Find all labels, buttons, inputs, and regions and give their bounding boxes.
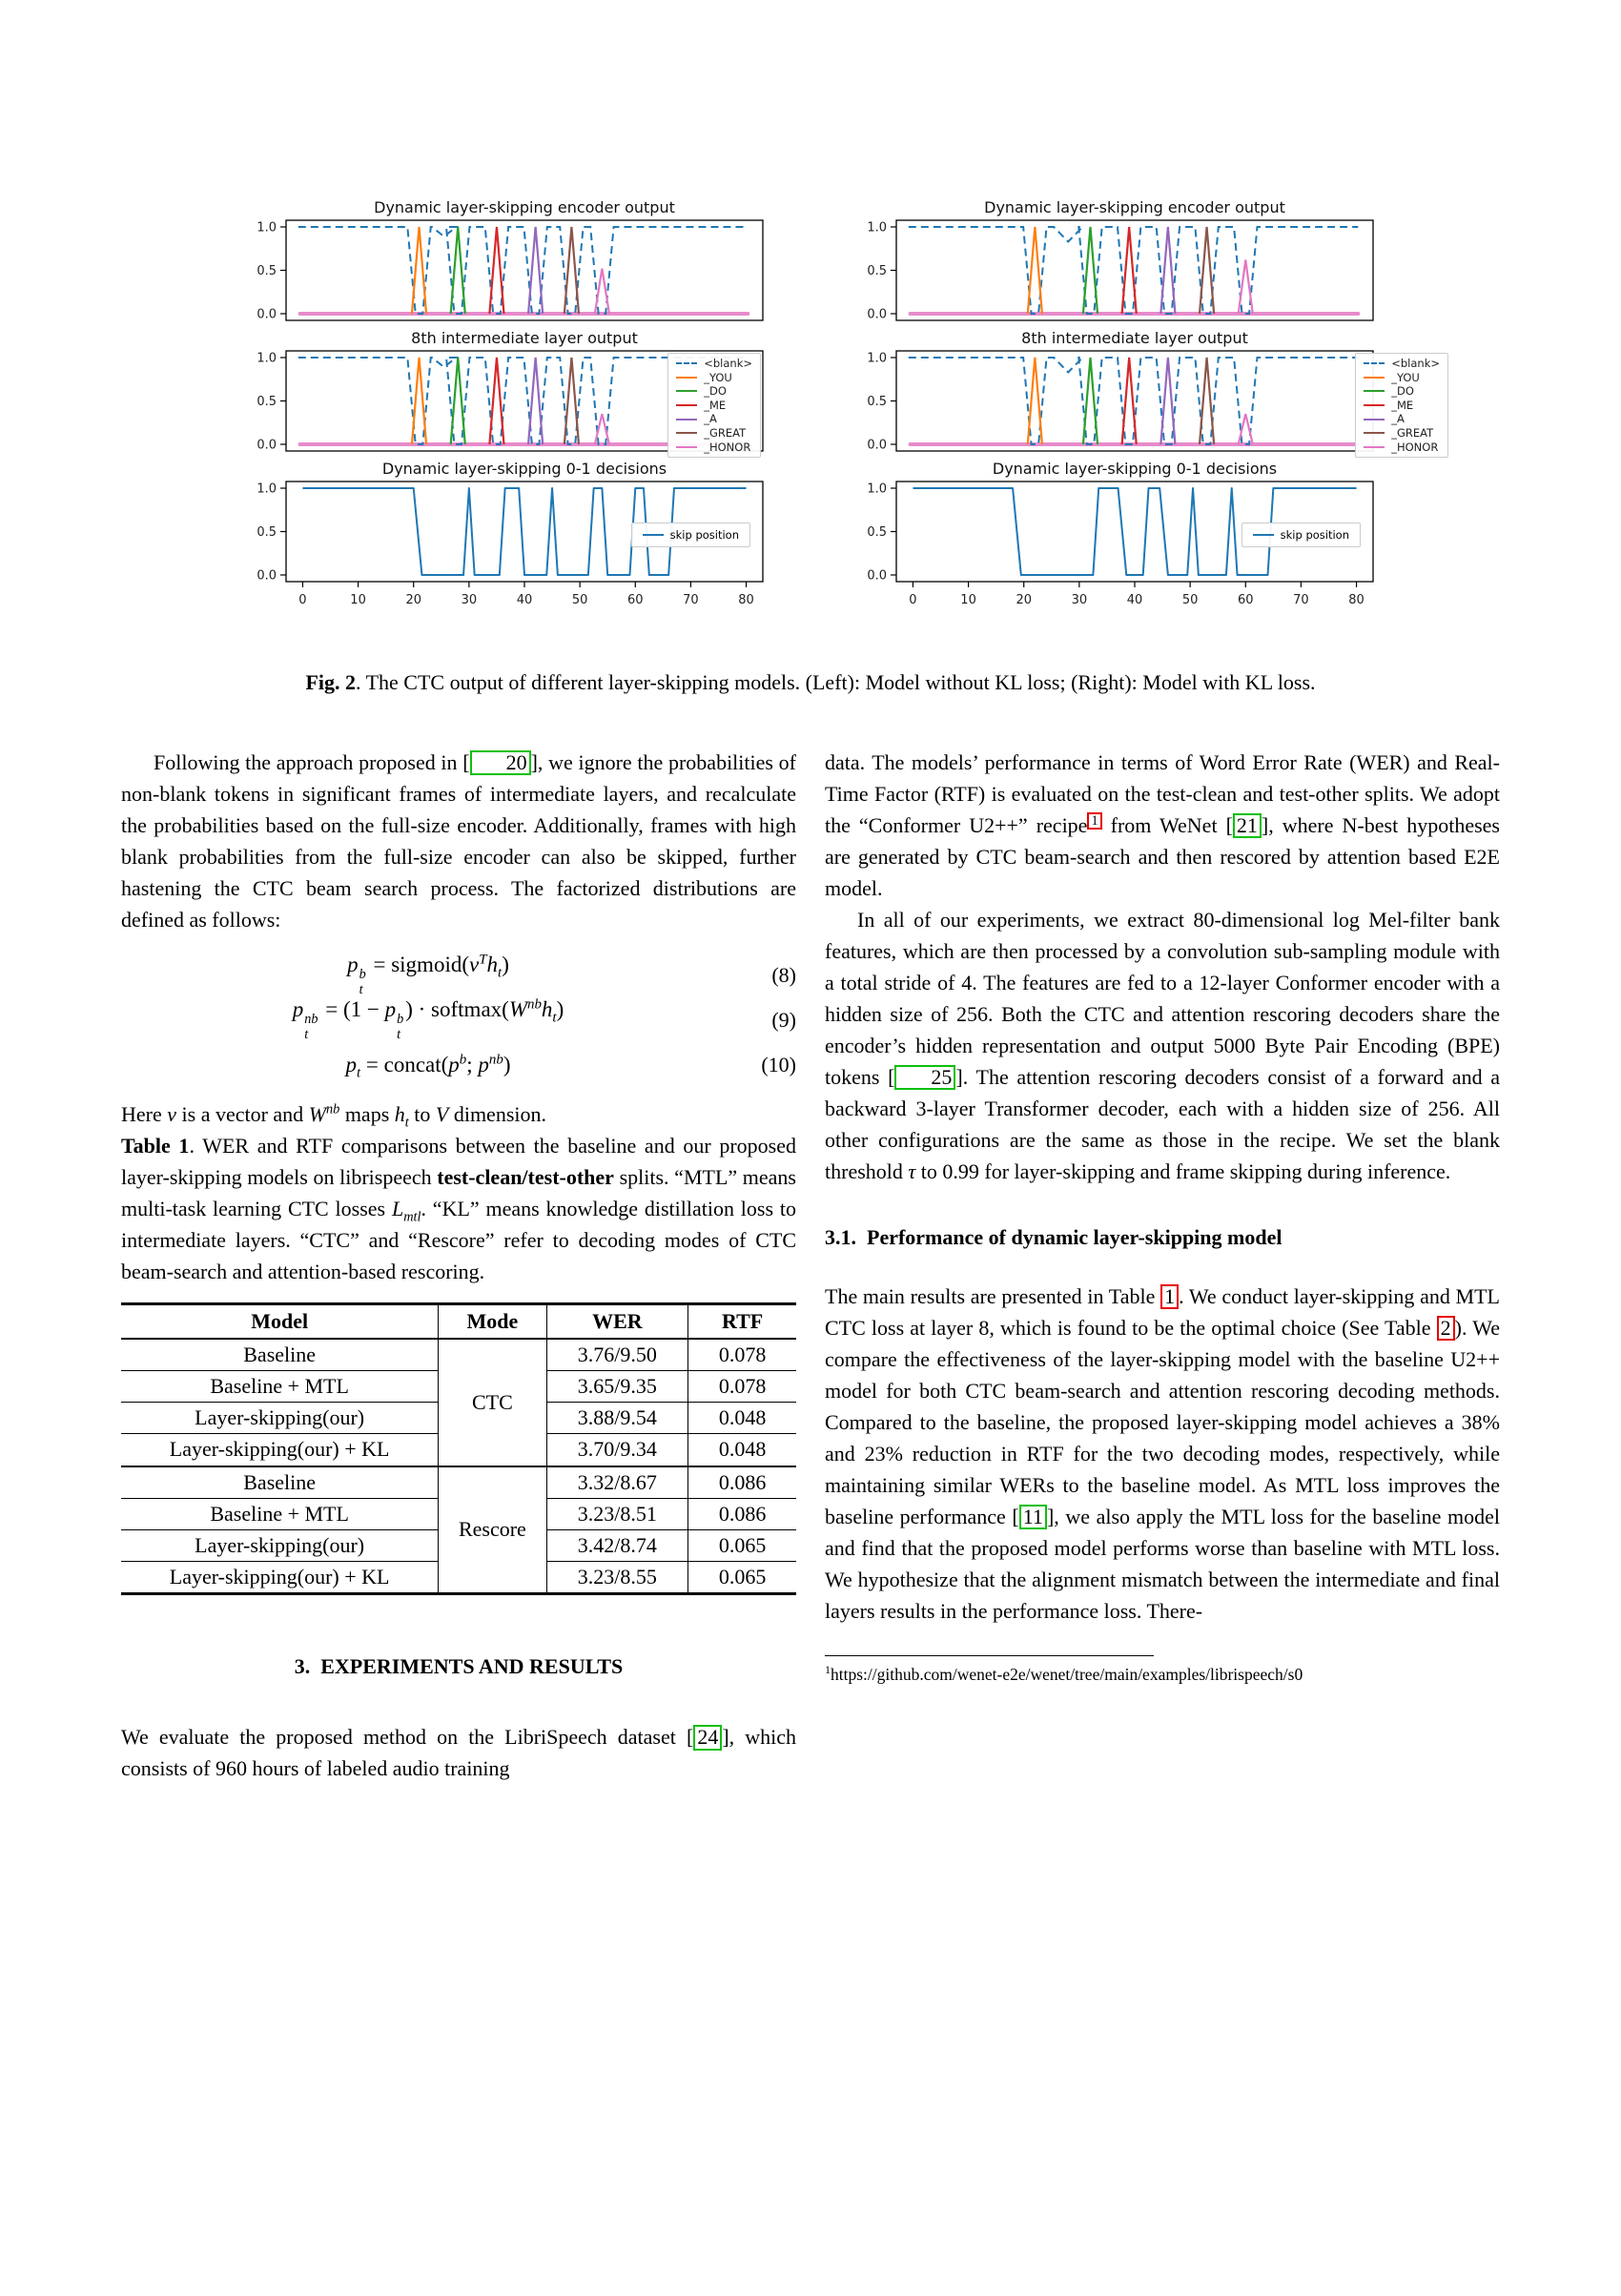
text-run: Here bbox=[121, 1102, 168, 1126]
subplot-title: Dynamic layer-skipping encoder output bbox=[984, 198, 1285, 216]
ref-wrap bbox=[1087, 813, 1101, 829]
legend-line-swatch bbox=[1364, 419, 1385, 420]
figure-2 bbox=[0, 198, 1621, 617]
wer-cell: 3.76/9.50 bbox=[546, 1339, 688, 1371]
legend-entry bbox=[676, 441, 752, 455]
text-run: maps bbox=[339, 1102, 395, 1126]
wer-cell: 3.88/9.54 bbox=[546, 1403, 688, 1434]
legend-label: _HONOR bbox=[1391, 440, 1439, 454]
x-tick-label: 0 bbox=[298, 593, 307, 607]
text-run: ). We compare the effectiveness of the layer-skipping model with the baseline U2++ model for both CTC beam-search and attention rescoring decoding methods. Compared to the baseline, the proposed layer-skipping model achieves a 38% and 23% reduction in RTF for the two decoding modes, respectively, while maintaining similar WERs to the baseline model. As MTL loss improves the baseline performance [ bbox=[825, 1316, 1500, 1528]
text-run: p bbox=[478, 1052, 489, 1076]
text-run: nb bbox=[488, 1051, 503, 1067]
x-tick-label: 40 bbox=[516, 593, 533, 607]
left-column bbox=[121, 747, 796, 1784]
subplot-encoder-output bbox=[844, 198, 1387, 329]
text-run: p bbox=[292, 997, 304, 1022]
legend-line-swatch bbox=[676, 404, 697, 406]
text-run: ], we also apply the MTL loss for the baseline model and find that the proposed model performs worse than baseline with MTL loss. We hypothesize that the alignment mismatch between the intermediate and final layers results in the performance loss. There- bbox=[825, 1505, 1500, 1623]
ref-wrap bbox=[894, 1065, 955, 1089]
right-column bbox=[825, 747, 1500, 1784]
citation-link[interactable]: 20 bbox=[470, 750, 531, 775]
legend-entry bbox=[1364, 441, 1440, 455]
column-header: Mode bbox=[439, 1304, 546, 1340]
text-run: to bbox=[408, 1102, 436, 1126]
rtf-cell: 0.078 bbox=[688, 1339, 796, 1371]
paragraph bbox=[825, 747, 1500, 904]
equation-body bbox=[121, 953, 735, 997]
citation-link[interactable]: 21 bbox=[1233, 813, 1262, 838]
y-tick-label: 1.0 bbox=[867, 220, 887, 236]
model-cell: Layer-skipping(our) bbox=[121, 1403, 439, 1434]
legend-line-swatch bbox=[1364, 390, 1385, 392]
wer-cell: 3.23/8.55 bbox=[546, 1562, 688, 1594]
rtf-cell: 0.065 bbox=[688, 1562, 796, 1594]
y-tick-label: 0.0 bbox=[867, 307, 887, 322]
legend-line-swatch bbox=[676, 362, 697, 364]
rtf-cell: 0.086 bbox=[688, 1498, 796, 1529]
text-run: b bbox=[459, 1051, 467, 1067]
citation-link[interactable]: 24 bbox=[693, 1725, 722, 1750]
citation-link[interactable]: 11 bbox=[1019, 1505, 1047, 1529]
text-run: τ bbox=[908, 1159, 916, 1183]
legend-label: _HONOR bbox=[704, 440, 751, 454]
legend-entry bbox=[1364, 384, 1440, 399]
y-tick-label: 1.0 bbox=[256, 220, 277, 236]
wer-cell: 3.23/8.51 bbox=[546, 1498, 688, 1529]
legend-entry bbox=[1364, 371, 1440, 385]
x-tick-label: 20 bbox=[1016, 593, 1032, 607]
text-run: h bbox=[394, 1102, 405, 1126]
column-header: Model bbox=[121, 1304, 439, 1340]
text-run: V bbox=[435, 1102, 449, 1126]
subplot-encoder-output bbox=[234, 198, 777, 329]
subplot-title: 8th intermediate layer output bbox=[1021, 329, 1248, 347]
legend-entry bbox=[1364, 357, 1440, 371]
token-legend bbox=[667, 353, 761, 458]
intermediate-layer-chart bbox=[844, 348, 1387, 455]
table-1-caption bbox=[121, 1130, 796, 1287]
rtf-cell: 0.048 bbox=[688, 1403, 796, 1434]
subplot-title: Dynamic layer-skipping 0-1 decisions bbox=[992, 460, 1278, 478]
token-legend bbox=[1355, 353, 1448, 458]
text-run: v bbox=[469, 953, 480, 977]
y-tick-label: 0.0 bbox=[256, 568, 277, 584]
encoder-output-chart bbox=[844, 217, 1387, 324]
equation bbox=[121, 953, 796, 997]
x-tick-label: 60 bbox=[1238, 593, 1254, 607]
text-run: ], we ignore the probabilities of non-blank tokens in significant frames of intermediate layers, and recalculate the probabilities based on the full-size encoder. Additionally, frames with high blank probabilities from the full-size encoder can also be skipped, further hastening the CTC beam search process. The factorized distributions are defined as follows: bbox=[121, 750, 796, 932]
model-cell: Layer-skipping(our) + KL bbox=[169, 1565, 390, 1589]
two-column-body bbox=[121, 747, 1500, 1784]
y-tick-label: 0.5 bbox=[256, 525, 277, 540]
equation-block bbox=[121, 953, 796, 1087]
legend-entry bbox=[1364, 426, 1440, 441]
legend-label: _YOU bbox=[1391, 370, 1420, 384]
paragraph bbox=[121, 1098, 796, 1130]
text-run: test-clean/test-other bbox=[437, 1165, 614, 1189]
rtf-cell: 0.078 bbox=[688, 1371, 796, 1403]
text-run: h bbox=[486, 953, 499, 977]
text-run: p bbox=[384, 997, 397, 1022]
text-run: ) bbox=[503, 1052, 511, 1076]
footnote-rule bbox=[825, 1655, 1154, 1656]
text-run: is a vector and bbox=[176, 1102, 309, 1126]
x-tick-label: 50 bbox=[571, 593, 588, 607]
text-run: ) bbox=[502, 953, 509, 977]
y-tick-label: 0.5 bbox=[867, 525, 887, 540]
legend-line-swatch bbox=[1364, 446, 1385, 448]
text-run: data. The models’ performance in terms of Word Error Rate (WER) and Real-Time Factor (RTF) is evaluated on the test-clean and test-other splits. We adopt the “Conformer U2++” recipe bbox=[825, 750, 1500, 837]
legend-entry bbox=[1364, 399, 1440, 413]
text-run: t bbox=[552, 1010, 557, 1026]
legend-line-swatch bbox=[676, 446, 697, 448]
x-tick-label: 10 bbox=[350, 593, 366, 607]
text-run: = concat( bbox=[360, 1052, 449, 1076]
model-cell: Layer-skipping(our) bbox=[121, 1529, 439, 1561]
text-run: Following the approach proposed in [ bbox=[154, 750, 470, 774]
subplot-skip-decisions bbox=[844, 460, 1387, 617]
encoder-output-chart bbox=[234, 217, 777, 324]
legend-label: _A bbox=[1391, 412, 1405, 426]
legend-line-swatch bbox=[1364, 404, 1385, 406]
figure-panel-right bbox=[844, 198, 1440, 617]
x-tick-label: 60 bbox=[627, 593, 644, 607]
footnote-url[interactable]: https://github.com/wenet-e2e/wenet/tree/main/examples/librispeech/s0 bbox=[831, 1664, 1303, 1684]
x-tick-label: 70 bbox=[1293, 593, 1309, 607]
legend-line-swatch bbox=[676, 419, 697, 420]
text-run: Fig. 2 bbox=[305, 670, 356, 694]
legend-label: _YOU bbox=[704, 370, 732, 384]
y-tick-label: 0.5 bbox=[867, 395, 887, 409]
y-tick-label: 0.5 bbox=[256, 264, 277, 278]
model-cell: Baseline bbox=[121, 1466, 439, 1499]
x-tick-label: 30 bbox=[1071, 593, 1088, 607]
text-run: ) bbox=[556, 997, 564, 1022]
text-run: . The CTC output of different layer-skipping models. (Left): Model without KL loss; (Right): Model with KL loss. bbox=[356, 670, 1316, 694]
text-run: . WER and RTF comparisons between the baseline and our proposed layer-skipping models on librispeech bbox=[121, 1134, 796, 1189]
paragraph bbox=[825, 904, 1500, 1187]
crossref-link[interactable]: 1 bbox=[1160, 1284, 1179, 1309]
text-run: We evaluate the proposed method on the LibriSpeech dataset [ bbox=[121, 1725, 694, 1750]
equation bbox=[121, 1042, 796, 1087]
legend-entry bbox=[676, 384, 752, 399]
legend-line-swatch bbox=[1364, 362, 1385, 364]
y-tick-label: 1.0 bbox=[256, 351, 277, 366]
math-supsub: b t bbox=[359, 967, 366, 997]
x-tick-label: 70 bbox=[683, 593, 699, 607]
y-tick-label: 1.0 bbox=[867, 482, 887, 497]
x-tick-label: 80 bbox=[738, 593, 754, 607]
text-run: The main results are presented in Table bbox=[825, 1284, 1161, 1308]
crossref-link[interactable]: 1 bbox=[1087, 812, 1101, 830]
legend-label: <blank> bbox=[1391, 357, 1440, 370]
column-header: RTF bbox=[688, 1304, 796, 1340]
legend-line-swatch bbox=[643, 534, 664, 536]
crossref-link[interactable]: 2 bbox=[1437, 1316, 1455, 1341]
figure-caption bbox=[0, 670, 1621, 695]
ref-wrap bbox=[1437, 1316, 1455, 1340]
legend-line-swatch bbox=[676, 390, 697, 392]
text-run: nb bbox=[526, 996, 542, 1013]
paragraph bbox=[825, 1281, 1500, 1627]
text-run: T bbox=[479, 952, 487, 968]
paragraph bbox=[121, 747, 796, 935]
ref-wrap bbox=[1160, 1284, 1179, 1308]
text-run: t bbox=[404, 1115, 409, 1131]
text-run: h bbox=[541, 997, 553, 1022]
text-run: ], where N-best hypotheses are generated by CTC beam-search and then rescored by attention based E2E model. bbox=[825, 813, 1500, 900]
legend-label: _DO bbox=[1391, 384, 1414, 399]
text-run: ) · softmax( bbox=[405, 997, 509, 1022]
equation-number: (10) bbox=[761, 1052, 796, 1076]
equation-body bbox=[121, 997, 735, 1042]
legend-line-swatch bbox=[676, 432, 697, 434]
legend-label: skip position bbox=[1280, 528, 1349, 542]
text-run: W bbox=[308, 1102, 327, 1126]
equation-number: (9) bbox=[771, 1007, 796, 1032]
text-run: p bbox=[448, 1052, 460, 1076]
text-run: splits. “MTL” means multi-task learning CTC losses bbox=[121, 1165, 796, 1220]
citation-link[interactable]: 25 bbox=[894, 1065, 955, 1090]
legend-label: <blank> bbox=[704, 357, 752, 370]
legend-label: _GREAT bbox=[1391, 425, 1434, 440]
text-run: ]. The attention rescoring decoders consist of a forward and a backward 3-layer Transformer decoder, each with a hidden size of 256. All other configurations are the same as those in the recipe. We set the blank threshold bbox=[825, 1065, 1500, 1183]
legend-label: _GREAT bbox=[704, 425, 747, 440]
ref-wrap bbox=[1019, 1505, 1047, 1528]
rtf-cell: 0.065 bbox=[688, 1529, 796, 1561]
y-tick-label: 0.0 bbox=[256, 438, 277, 453]
equation-body bbox=[121, 1051, 735, 1081]
rtf-cell: 0.048 bbox=[688, 1434, 796, 1466]
text-run: t bbox=[498, 965, 503, 981]
y-tick-label: 0.0 bbox=[867, 438, 887, 453]
text-run: p bbox=[347, 953, 359, 977]
legend-entry bbox=[676, 399, 752, 413]
figure-panel-left bbox=[234, 198, 777, 617]
model-cell: Baseline + MTL bbox=[121, 1498, 439, 1529]
legend-label: _DO bbox=[704, 384, 727, 399]
legend-line-swatch bbox=[676, 377, 697, 379]
text-run: dimension. bbox=[448, 1102, 546, 1126]
legend-label: _ME bbox=[1391, 398, 1414, 412]
x-tick-label: 50 bbox=[1181, 593, 1199, 607]
text-run: ; bbox=[466, 1052, 479, 1076]
x-tick-label: 10 bbox=[960, 593, 976, 607]
section-heading: 3. EXPERIMENTS AND RESULTS bbox=[294, 1654, 624, 1679]
subplot-intermediate-layer bbox=[234, 329, 777, 460]
subplot-title: Dynamic layer-skipping encoder output bbox=[374, 198, 675, 216]
text-run: = (1 − bbox=[319, 997, 385, 1022]
model-cell: Baseline bbox=[121, 1339, 439, 1371]
legend-entry bbox=[676, 412, 752, 426]
text-run: t bbox=[356, 1065, 361, 1081]
equation bbox=[121, 997, 796, 1042]
model-cell: Baseline + MTL bbox=[121, 1371, 439, 1403]
x-tick-label: 40 bbox=[1126, 593, 1143, 607]
table-row bbox=[121, 1466, 796, 1499]
math-supsub: nb t bbox=[304, 1012, 318, 1042]
wer-cell: 3.32/8.67 bbox=[546, 1466, 688, 1499]
legend-label: _A bbox=[704, 412, 717, 426]
text-run: In all of our experiments, we extract 80-dimensional log Mel-filter bank features, which are then processed by a convolution sub-sampling module with a total stride of 4. The features are fed to a 12-layer Conformer encoder with a hidden size of 256. Both the CTC and attention rescoring decoders share the encoder’s hidden representation and output 5000 Byte Pair Encoding (BPE) tokens [ bbox=[825, 908, 1500, 1089]
subplot-title: 8th intermediate layer output bbox=[411, 329, 638, 347]
rtf-cell: 0.086 bbox=[688, 1466, 796, 1499]
text-run: W bbox=[508, 997, 527, 1022]
skip-position-legend bbox=[1241, 523, 1361, 547]
y-tick-label: 0.0 bbox=[256, 307, 277, 322]
paragraph bbox=[121, 1721, 796, 1784]
legend-line-swatch bbox=[1364, 432, 1385, 434]
footnote bbox=[825, 1655, 1500, 1685]
x-tick-label: 20 bbox=[405, 593, 421, 607]
legend-label: skip position bbox=[669, 528, 739, 542]
subplot-intermediate-layer bbox=[844, 329, 1440, 460]
ref-wrap bbox=[693, 1725, 722, 1749]
legend-entry bbox=[1364, 412, 1440, 426]
subplot-title: Dynamic layer-skipping 0-1 decisions bbox=[381, 460, 667, 478]
text-run: . We conduct layer-skipping and MTL CTC loss at layer 8, which is found to be the optimal choice (See Table bbox=[825, 1284, 1500, 1340]
wer-cell: 3.70/9.34 bbox=[546, 1434, 688, 1466]
subplot-skip-decisions bbox=[234, 460, 777, 617]
ref-wrap bbox=[1233, 813, 1262, 837]
legend-line-swatch bbox=[1364, 377, 1385, 379]
y-tick-label: 1.0 bbox=[867, 351, 887, 366]
table-row bbox=[121, 1339, 796, 1371]
mode-cell: Rescore bbox=[439, 1466, 546, 1594]
math-supsub: b t bbox=[397, 1012, 404, 1042]
footnote-marker: 1 bbox=[825, 1663, 831, 1676]
wer-cell: 3.42/8.74 bbox=[546, 1529, 688, 1561]
x-tick-label: 0 bbox=[909, 593, 917, 607]
text-run: nb bbox=[326, 1101, 340, 1117]
text-run: v bbox=[167, 1102, 177, 1126]
y-tick-label: 0.0 bbox=[867, 568, 887, 584]
legend-label: _ME bbox=[704, 398, 727, 412]
text-run: L bbox=[391, 1197, 404, 1220]
legend-entry bbox=[676, 371, 752, 385]
subsection-heading: 3.1. Performance of dynamic layer-skipping model bbox=[825, 1225, 1282, 1249]
legend-entry bbox=[643, 528, 739, 542]
x-tick-label: 80 bbox=[1348, 593, 1365, 607]
text-run: to 0.99 for layer-skipping and frame skipping during inference. bbox=[915, 1159, 1451, 1183]
text-run: Table 1 bbox=[121, 1134, 190, 1158]
wer-cell: 3.65/9.35 bbox=[546, 1371, 688, 1403]
text-run: mtl bbox=[403, 1209, 421, 1225]
x-tick-label: 30 bbox=[461, 593, 478, 607]
legend-entry bbox=[676, 357, 752, 371]
y-tick-label: 0.5 bbox=[256, 395, 277, 409]
column-header: WER bbox=[546, 1304, 688, 1340]
legend-entry bbox=[1253, 528, 1349, 542]
mode-cell: CTC bbox=[439, 1339, 546, 1466]
y-tick-label: 0.5 bbox=[867, 264, 887, 278]
y-tick-label: 1.0 bbox=[256, 482, 277, 497]
equation-number: (8) bbox=[771, 962, 796, 987]
skip-position-legend bbox=[631, 523, 750, 547]
legend-entry bbox=[676, 426, 752, 441]
ref-wrap bbox=[470, 750, 531, 774]
text-run: = sigmoid( bbox=[367, 953, 470, 977]
text-run: from WeNet [ bbox=[1101, 813, 1233, 837]
table-1 bbox=[121, 1302, 796, 1595]
text-run: . “KL” means knowledge distillation loss to intermediate layers. “CTC” and “Rescore” refer to decoding modes of CTC beam-search and attention-based rescoring. bbox=[121, 1197, 796, 1283]
text-run: ], which consists of 960 hours of labeled audio training bbox=[121, 1725, 797, 1781]
model-cell: Layer-skipping(our) + KL bbox=[121, 1434, 439, 1466]
legend-line-swatch bbox=[1253, 534, 1274, 536]
text-run: p bbox=[345, 1052, 357, 1076]
